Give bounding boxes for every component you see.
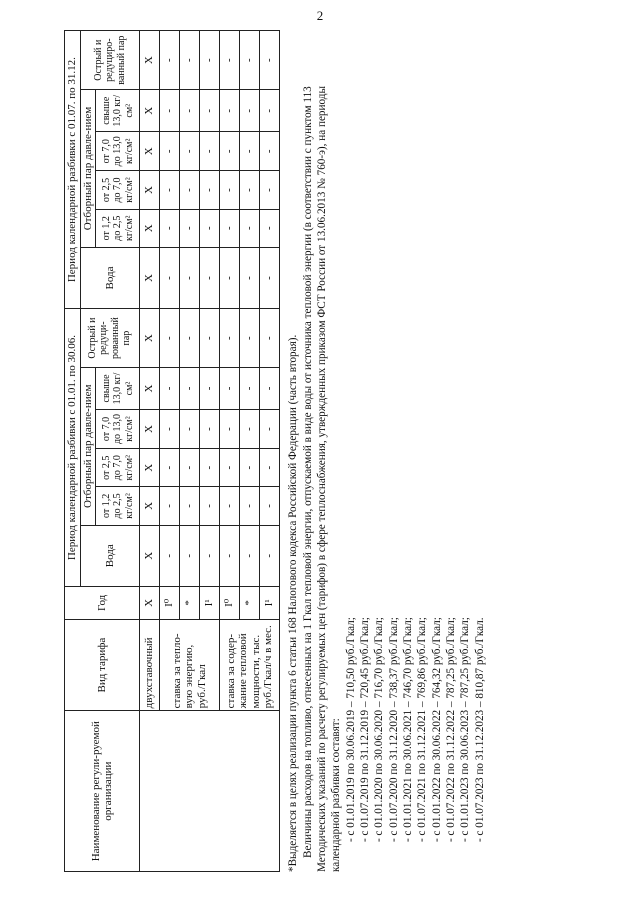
fuel-cost-item: - с 01.01.2019 по 30.06.2019 – 710,50 руб./Гкал; — [344, 617, 357, 842]
footnote: *Выделяется в целях реализации пункта 6 статьи 168 Налогового кодекса Российской Федерации (часть вторая). — [287, 334, 300, 872]
value-cell: - — [180, 171, 200, 209]
header-period1: Период календарной разбивки с 01.01. по 30.06. — [65, 309, 81, 587]
value-cell: - — [260, 247, 280, 308]
value-cell: Х — [140, 487, 160, 525]
year-cell: * — [180, 586, 200, 619]
year-cell: I¹ — [260, 586, 280, 619]
value-cell: - — [180, 31, 200, 90]
value-cell: - — [180, 209, 200, 247]
value-cell: - — [240, 247, 260, 308]
header-god: Год — [65, 586, 140, 619]
fuel-cost-item: - с 01.01.2022 по 30.06.2022 – 764,32 руб./Гкал; — [430, 617, 443, 842]
value-cell: - — [200, 449, 220, 487]
value-cell: - — [260, 525, 280, 586]
value-cell: - — [160, 368, 180, 410]
value-cell: - — [180, 247, 200, 308]
value-cell: - — [260, 309, 280, 368]
value-cell: - — [160, 525, 180, 586]
value-cell: - — [240, 449, 260, 487]
value-cell: - — [200, 487, 220, 525]
notes — [286, 30, 487, 872]
value-cell: - — [260, 90, 280, 132]
page-number: 2 — [316, 8, 324, 23]
value-cell: Х — [140, 247, 160, 308]
value-cell: - — [160, 309, 180, 368]
table-row — [140, 31, 160, 872]
value-cell: - — [200, 132, 220, 171]
value-cell: - — [220, 171, 240, 209]
value-cell: - — [220, 449, 240, 487]
header-voda-2: Вода — [80, 247, 140, 308]
header-p1-2: от 1,2 до 2,5 кг/см² — [96, 209, 140, 247]
value-cell: - — [160, 409, 180, 448]
value-cell: - — [160, 247, 180, 308]
value-cell: - — [260, 409, 280, 448]
fuel-cost-item: - с 01.01.2023 по 30.06.2023 – 787,25 руб./Гкал; — [459, 617, 472, 842]
header-sharp-1: Острый и редуци-рованный пар — [80, 309, 140, 368]
value-cell: - — [180, 525, 200, 586]
fuel-cost-item: - с 01.07.2022 по 31.12.2022 – 787,25 руб./Гкал; — [444, 617, 457, 842]
value-cell: - — [220, 409, 240, 448]
value-cell: - — [200, 90, 220, 132]
org-cell — [140, 711, 280, 872]
value-cell: - — [240, 209, 260, 247]
header-voda-1: Вода — [80, 525, 140, 586]
header-p4-1: свыше 13,0 кг/см² — [96, 368, 140, 410]
value-cell: - — [240, 409, 260, 448]
header-period2: Период календарной разбивки с 01.07. по 31.12. — [65, 31, 81, 309]
value-cell: - — [160, 132, 180, 171]
header-p2-2: от 2,5 до 7,0 кг/см² — [96, 171, 140, 209]
header-steam-2: Отборный пар давле-нием — [80, 90, 96, 248]
tariff-table — [64, 30, 280, 872]
value-cell: - — [180, 90, 200, 132]
value-cell: - — [220, 309, 240, 368]
value-cell: - — [260, 487, 280, 525]
header-p4-2: свыше 13,0 кг/см² — [96, 90, 140, 132]
value-cell: - — [220, 368, 240, 410]
value-cell: - — [260, 209, 280, 247]
header-p3-1: от 7,0 до 13,0 кг/см² — [96, 409, 140, 448]
value-cell: - — [180, 368, 200, 410]
value-cell: Х — [140, 209, 160, 247]
value-cell: - — [160, 31, 180, 90]
value-cell: - — [180, 487, 200, 525]
value-cell: - — [240, 525, 260, 586]
value-cell: - — [200, 309, 220, 368]
header-steam-1: Отборный пар давле-нием — [80, 368, 96, 526]
value-cell: - — [220, 525, 240, 586]
value-cell: - — [260, 449, 280, 487]
value-cell: - — [160, 449, 180, 487]
fuel-cost-item: - с 01.01.2020 по 30.06.2020 – 716,70 руб./Гкал; — [373, 617, 386, 842]
value-cell: Х — [140, 368, 160, 410]
value-cell: - — [240, 487, 260, 525]
header-vid: Вид тарифа — [65, 619, 140, 711]
value-cell: - — [220, 31, 240, 90]
value-cell: Х — [140, 409, 160, 448]
value-cell: - — [160, 171, 180, 209]
value-cell: - — [180, 449, 200, 487]
value-cell: Х — [140, 309, 160, 368]
tariff-type-cell: ставка за содер-жание тепловой мощности, тыс. руб./Гкал/ч в мес. — [220, 619, 280, 711]
year-cell: I¹ — [200, 586, 220, 619]
value-cell: - — [240, 90, 260, 132]
value-cell: - — [220, 247, 240, 308]
value-cell: - — [240, 309, 260, 368]
tariff-type-cell: двухставочный — [140, 619, 160, 711]
tariff-type-cell: ставка за тепло-вую энергию, руб./Гкал — [160, 619, 220, 711]
fuel-cost-item: - с 01.07.2020 по 31.12.2020 – 738,37 руб./Гкал; — [387, 617, 400, 842]
table-body — [140, 31, 280, 872]
value-cell: - — [220, 90, 240, 132]
value-cell: - — [180, 309, 200, 368]
value-cell: - — [240, 132, 260, 171]
value-cell: - — [180, 132, 200, 171]
value-cell: - — [260, 132, 280, 171]
fuel-paragraph: Величины расходов на топливо, отнесенных на 1 Гкал тепловой энергии, отпускаемой в виде воды от источника тепловой энергии (в соответствии с пунктом 113 Методических указаний по расчету регулируемых цен (тарифов) в сфере теплоснабжения, утвержденных приказом ФСТ России от 13.06.2013 № 760-э), на периоды календарной разбивки составят: — [301, 86, 343, 872]
value-cell: - — [220, 487, 240, 525]
value-cell: - — [180, 409, 200, 448]
fuel-cost-item: - с 01.07.2023 по 31.12.2023 – 810,87 руб./Гкал. — [473, 617, 486, 842]
year-cell: * — [240, 586, 260, 619]
header-p3-2: от 7,0 до 13,0 кг/см² — [96, 132, 140, 171]
value-cell: - — [200, 31, 220, 90]
year-cell: Х — [140, 586, 160, 619]
fuel-cost-list — [344, 30, 487, 872]
header-org: Наименование регули-руемой организации — [65, 711, 140, 872]
value-cell: - — [240, 171, 260, 209]
value-cell: - — [240, 368, 260, 410]
fuel-cost-item: - с 01.07.2021 по 31.12.2021 – 769,86 руб./Гкал; — [416, 617, 429, 842]
fuel-cost-item: - с 01.07.2019 по 31.12.2019 – 720,45 руб./Гкал; — [358, 617, 371, 842]
value-cell: - — [220, 209, 240, 247]
value-cell: - — [260, 31, 280, 90]
value-cell: - — [220, 132, 240, 171]
value-cell: - — [200, 247, 220, 308]
value-cell: - — [200, 171, 220, 209]
value-cell: - — [200, 209, 220, 247]
header-p1-1: от 1,2 до 2,5 кг/см² — [96, 487, 140, 525]
header-sharp-2: Острый и редуциро-ванный пар — [80, 31, 140, 90]
value-cell: - — [200, 409, 220, 448]
value-cell: Х — [140, 171, 160, 209]
value-cell: Х — [140, 31, 160, 90]
value-cell: - — [260, 368, 280, 410]
value-cell: Х — [140, 90, 160, 132]
value-cell: - — [240, 31, 260, 90]
value-cell: - — [160, 90, 180, 132]
value-cell: Х — [140, 449, 160, 487]
value-cell: Х — [140, 525, 160, 586]
value-cell: - — [200, 368, 220, 410]
fuel-cost-item: - с 01.01.2021 по 30.06.2021 – 746,70 руб./Гкал; — [401, 617, 414, 842]
value-cell: - — [160, 487, 180, 525]
value-cell: - — [200, 525, 220, 586]
year-cell: I⁰ — [220, 586, 240, 619]
value-cell: Х — [140, 132, 160, 171]
value-cell: - — [260, 171, 280, 209]
header-p2-1: от 2,5 до 7,0 кг/см² — [96, 449, 140, 487]
rotated-content — [64, 30, 584, 872]
year-cell: I⁰ — [160, 586, 180, 619]
value-cell: - — [160, 209, 180, 247]
